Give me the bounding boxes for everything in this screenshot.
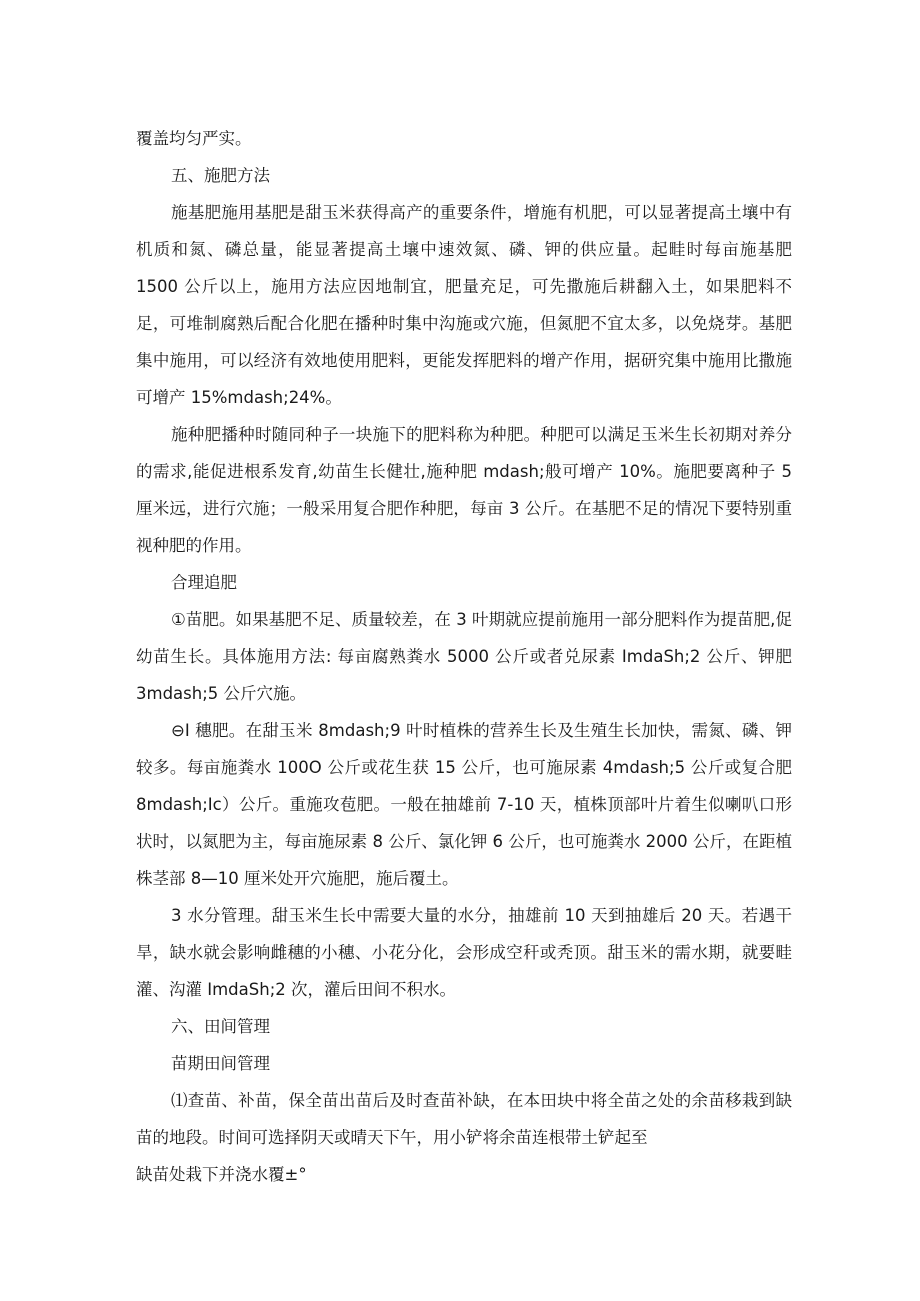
subheading-seedling-management: 苗期田间管理 [171, 1054, 270, 1073]
paragraph-water-management: 3 水分管理。甜玉米生长中需要大量的水分，抽雄前 10 天到抽雄后 20 天。若遇干旱，缺水就会影响雌穗的小穗、小花分化，会形成空秆或秃顶。甜玉米的需水期，就要畦灌、沟灌 ImdaSh;2 次，灌后田间不积水。 [136, 906, 792, 999]
subheading-top-dressing: 合理追肥 [171, 573, 237, 592]
paragraph-seedling-fertilizer: ①苗肥。如果基肥不足、质量较差，在 3 叶期就应提前施用一部分肥料作为提苗肥,促幼苗生长。具体施用方法: 每亩腐熟粪水 5000 公斤或者兑尿素 ImdaSh;2 公斤、钾肥 3mdash;5 公斤穴施。 [136, 610, 792, 703]
section-heading-field-management: 六、田间管理 [171, 1017, 270, 1036]
paragraph-ear-fertilizer: ⊖I 穗肥。在甜玉米 8mdash;9 叶时植株的营养生长及生殖生长加快，需氮、磷、钾较多。每亩施粪水 100O 公斤或花生获 15 公斤，也可施尿素 4mdash;5 公斤或复合肥 8mdash;Ic）公斤。重施攻苞肥。一般在抽雄前 7-10 天，植株顶部叶片着生似喇叭口形状时，以氮肥为主，每亩施尿素 8 公斤、氯化钾 6 公斤，也可施粪水 2000 公斤，在距植株茎部 8—10 厘米处开穴施肥，施后覆土。 [136, 721, 792, 888]
document-body [136, 120, 792, 1193]
paragraph-check-seedlings: ⑴查苗、补苗，保全苗出苗后及时查苗补缺，在本田块中将全苗之处的余苗移栽到缺苗的地段。时间可选择阴天或晴天下午，用小铲将余苗连根带土铲起至 [136, 1091, 792, 1147]
paragraph-base-fertilizer: 施基肥施用基肥是甜玉米获得高产的重要条件，增施有机肥，可以显著提高土壤中有机质和氮、磷总量，能显著提高土壤中速效氮、磷、钾的供应量。起畦时每亩施基肥 1500 公斤以上，施用方法应因地制宜，肥量充足，可先撒施后耕翻入土，如果肥料不足，可堆制腐熟后配合化肥在播种时集中沟施或穴施，但氮肥不宜太多，以免烧芽。基肥集中施用，可以经济有效地使用肥料，更能发挥肥料的增产作用，据研究集中施用比撒施可增产 15%mdash;24%。 [136, 203, 792, 407]
paragraph-final-line: 缺苗处栽下并浇水覆±° [136, 1165, 307, 1184]
paragraph-seed-fertilizer: 施种肥播种时随同种子一块施下的肥料称为种肥。种肥可以满足玉米生长初期对养分的需求,能促进根系发育,幼苗生长健壮,施种肥 mdash;般可增产 10%。施肥要离种子 5 厘米远，进行穴施；一般采用复合肥作种肥，每亩 3 公斤。在基肥不足的情况下要特别重视种肥的作用。 [136, 425, 792, 555]
paragraph-continuation: 覆盖均匀严实。 [136, 129, 252, 148]
section-heading-fertilization: 五、施肥方法 [171, 166, 270, 185]
